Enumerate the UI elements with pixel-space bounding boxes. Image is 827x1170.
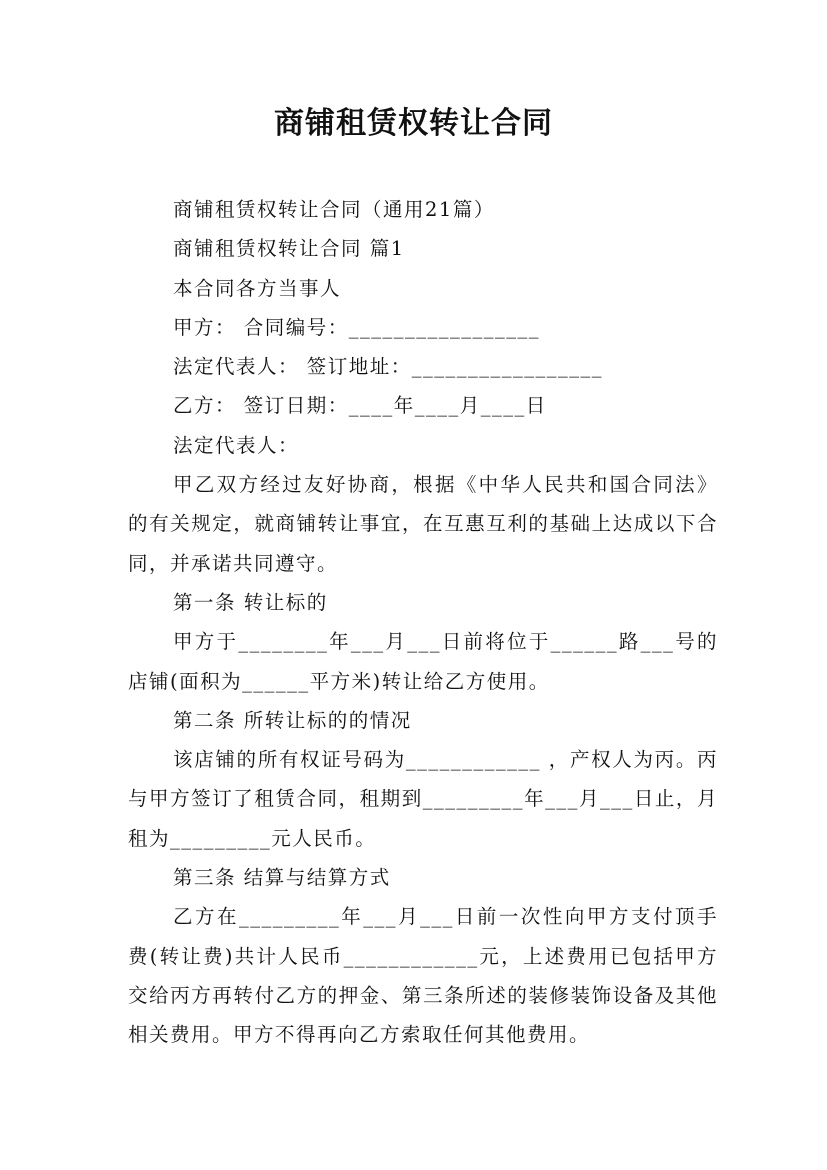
paragraph: 甲方于________年___月___日前将位于______路___号的店铺(面积为______平方米)转让给乙方使用。: [128, 630, 718, 693]
subtitle-line: 商铺租赁权转让合同（通用21篇）: [173, 198, 495, 221]
section-heading: 商铺租赁权转让合同 篇1: [173, 237, 405, 261]
paragraph: 本合同各方当事人: [173, 276, 342, 300]
article-heading: 第一条 转让标的: [173, 590, 328, 614]
legal-rep-line: 法定代表人：: [173, 433, 300, 457]
paragraph: 甲乙双方经过友好协商，根据《中华人民共和国合同法》的有关规定，就商铺转让事宜，在互惠互利的基础上达成以下合同，并承诺共同遵守。: [128, 473, 718, 575]
article-heading: 第三条 结算与结算方式: [173, 866, 391, 890]
article-heading: 第二条 所转让标的的情况: [173, 708, 412, 732]
paragraph: 该店铺的所有权证号码为____________ ，产权人为丙。丙与甲方签订了租赁合同，租期到_________年___月___日止，月租为_________元人民币。: [128, 748, 718, 850]
party-a-line: 甲方： 合同编号：_________________: [173, 315, 540, 339]
legal-rep-line: 法定代表人： 签订地址：_________________: [173, 355, 603, 379]
document-title: 商铺租赁权转让合同: [274, 106, 553, 141]
document-body: [128, 190, 718, 1055]
paragraph: 乙方在_________年___月___日前一次性向甲方支付顶手费(转让费)共计人民币____________元，上述费用已包括甲方交给丙方再转付乙方的押金、第三条所述的装修装饰设备及其他相关费用。甲方不得再向乙方索取任何其他费用。: [128, 905, 718, 1047]
party-b-line: 乙方： 签订日期：____年____月____日: [173, 394, 547, 418]
